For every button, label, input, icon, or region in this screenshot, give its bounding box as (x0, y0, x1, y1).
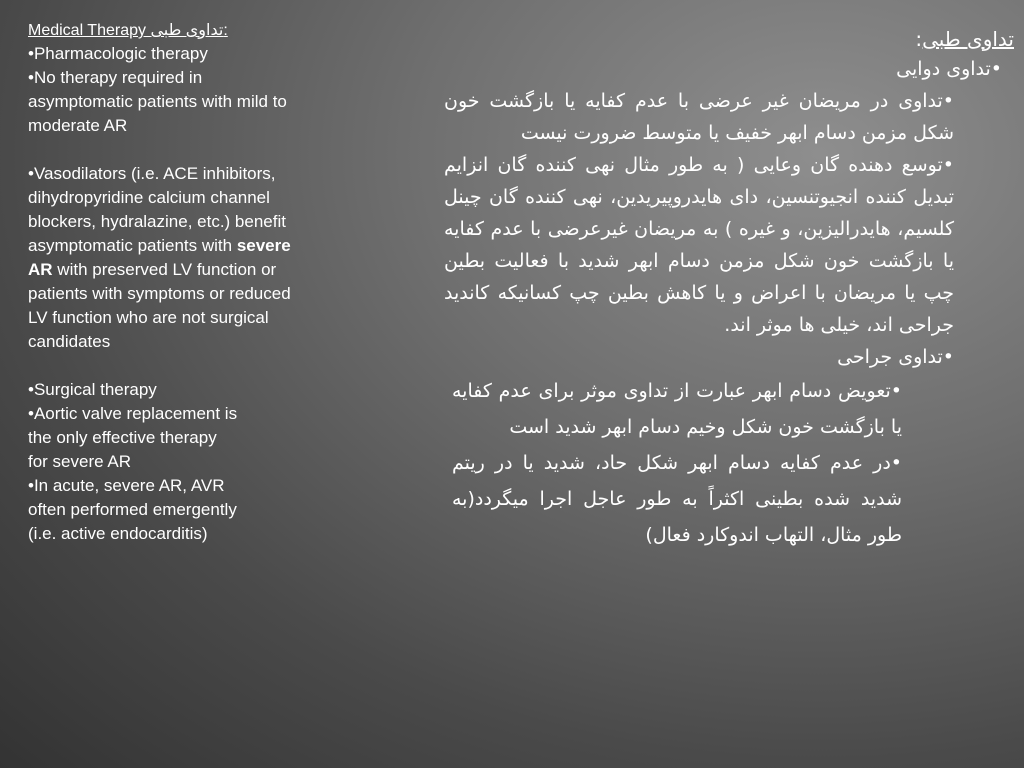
persian-drug-therapy-item: •تداوی دوایی (896, 58, 1002, 80)
spacer (28, 138, 408, 162)
vasodilators-item (28, 162, 296, 354)
no-therapy-item: •No therapy required in asymptomatic patients with mild to moderate AR (28, 68, 287, 135)
persian-avr-item: •تعویض دسام ابهر عبارت از تداوی موثر برای عدم کفایه یا بازگشت خون شکل وخیم دسام ابهر شدید است (452, 380, 902, 438)
persian-surgical-therapy-item: •تداوی جراحی (837, 346, 954, 368)
persian-title-colon: : (915, 27, 923, 51)
pharmacologic-therapy-item: •Pharmacologic therapy (28, 44, 208, 63)
persian-acute-ar-item: •در عدم کفایه دسام ابهر شکل حاد، شدید یا در ریتم شدید شده بطینی اکثراً به طور عاجل اجرا میگردد(به طور مثال، التهاب اندوکارد فعال) (452, 452, 902, 546)
english-title: Medical Therapy تداوی طبی: (28, 22, 228, 39)
surgical-therapy-item: •Surgical therapy (28, 380, 157, 399)
persian-title-text: تداوی طبی (922, 27, 1014, 51)
persian-vasodilators-item: •توسع دهنده گان وعایی ( به طور مثال نهی کننده گان انزایم تبدیل کننده انجیوتنسین، دای هایدروپیریدین، نهی کننده گان چینل کلسیم، هایدرالیزین، و غیره ) به مریضان غیرعرضی با عدم کفایه یا بازگشت خون شکل مزمن دسام ابهر شدید با فعالیت بطین چپ یا مریضان با اعراض و یا کاهش بطین چپ کسانیکه کاندید جراحی اند، خیلی ها موثر اند. (444, 154, 954, 336)
persian-no-therapy-item: •تداوی در مریضان غیر عرضی با عدم کفایه یا بازگشت خون شکل مزمن دسام ابهر خفیف یا متوسط ضرورت نیست (444, 90, 954, 144)
persian-title (404, 24, 1014, 54)
avr-item: •Aortic valve replacement is the only effective therapy for severe AR (28, 404, 238, 471)
acute-ar-item: •In acute, severe AR, AVR often performed emergently (i.e. active endocarditis) (28, 476, 237, 543)
spacer (28, 354, 408, 378)
vasodilators-text-1: •Vasodilators (i.e. ACE inhibitors, dihydropyridine calcium channel blockers, hydralazine, etc.) benefit asymptomatic patients with (28, 164, 286, 255)
english-content (28, 20, 408, 546)
vasodilators-bold-text: severe AR (28, 236, 291, 279)
persian-content (404, 24, 1014, 553)
vasodilators-text-2: with preserved LV function or patients with symptoms or reduced LV function who are not surgical candidates (28, 260, 291, 351)
